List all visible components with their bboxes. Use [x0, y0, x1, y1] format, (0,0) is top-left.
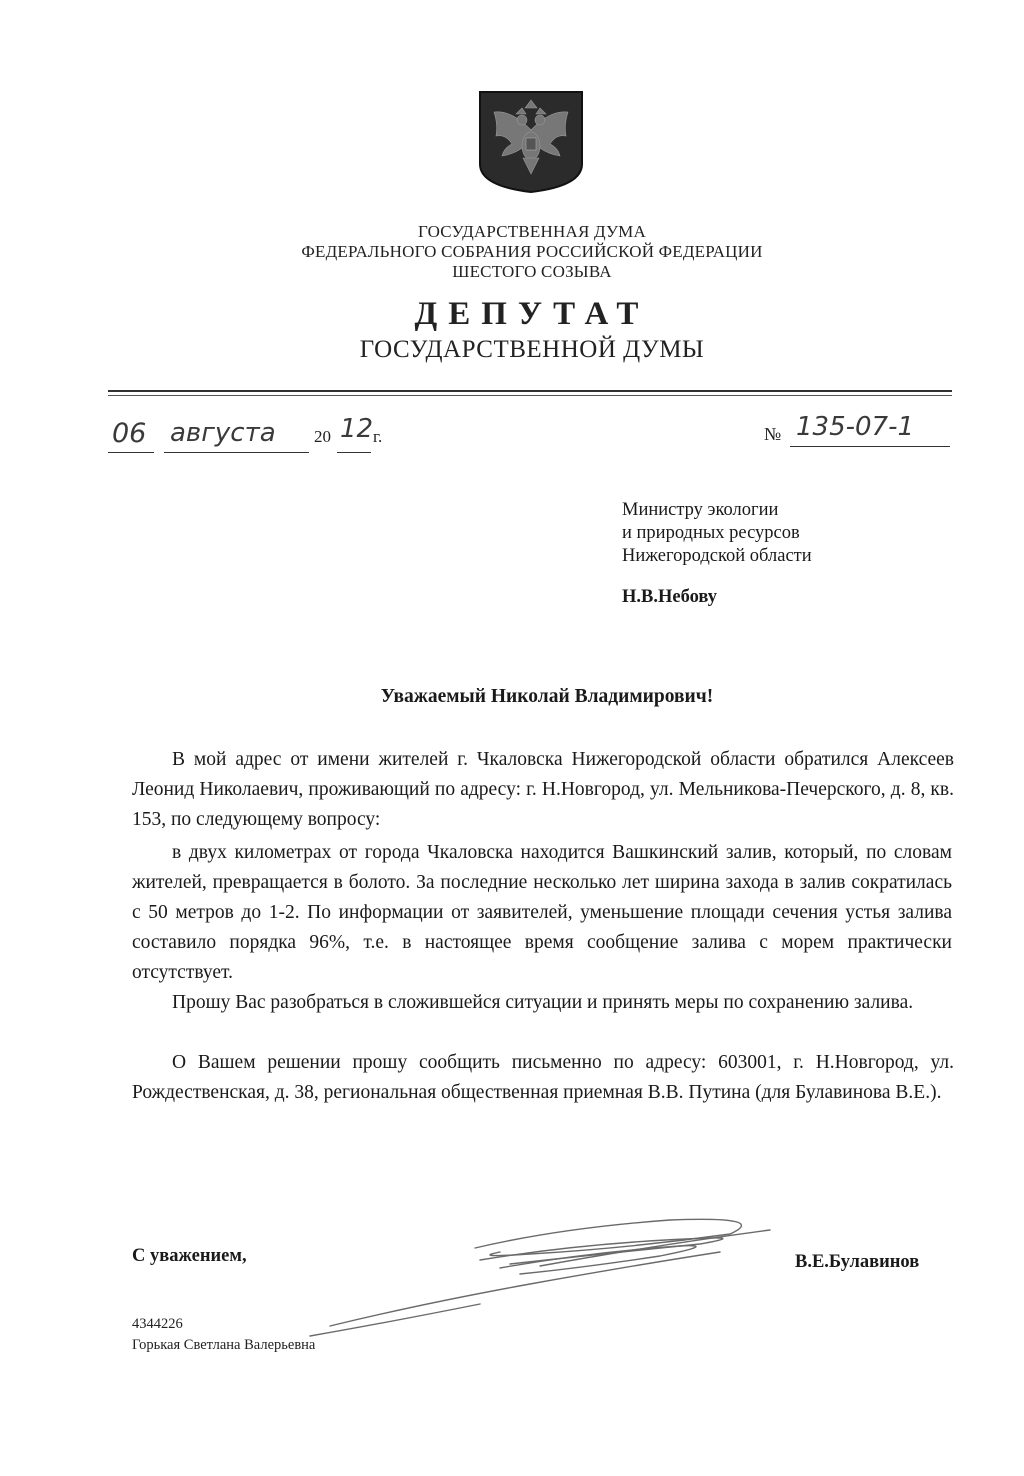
date-month: августа [170, 418, 276, 448]
executor-phone: 4344226 [132, 1316, 183, 1332]
addressee-name: Н.В.Небову [622, 587, 717, 607]
signer-name: В.Е.Булавинов [795, 1252, 920, 1272]
coat-of-arms-icon [478, 90, 584, 194]
letterhead-line-3: ШЕСТОГО СОЗЫВА [452, 262, 612, 281]
document-number-underline [790, 446, 950, 447]
date-year-underline [337, 452, 371, 453]
handwritten-signature-icon [300, 1208, 790, 1348]
body-paragraph-3: Прошу Вас разобраться в сложившейся ситуации и принять меры по сохранению залива. [172, 992, 914, 1013]
letterhead-title: ДЕПУТАТ [414, 296, 650, 332]
letterhead-rule [108, 390, 952, 392]
date-month-underline [164, 452, 309, 453]
date-year-prefix: 20 [314, 427, 331, 446]
body-paragraph-2: в двух километрах от города Чкаловска находится Вашкинский залив, который, по словам жителей, превращается в болото. За последние несколько лет ширина захода в залив сократилась с 50 метров до 1-2. По информации от заявителей, уменьшение площади сечения устья залива составило порядка 96%, т.е. в настоящее время сообщение залива с морем практически отсутствует. [132, 842, 952, 983]
salutation: Уважаемый Николай Владимирович! [380, 686, 714, 707]
letterhead-rule-thin [108, 395, 952, 396]
letterhead-line-1: ГОСУДАРСТВЕННАЯ ДУМА [418, 222, 646, 241]
document-number-label: № [764, 424, 782, 444]
date-day: 06 [112, 418, 147, 449]
addressee-line-3: Нижегородской области [622, 546, 812, 566]
body-paragraph-1: В мой адрес от имени жителей г. Чкаловска Нижегородской области обратился Алексеев Леонид Николаевич, проживающий по адресу: г. Н.Новгород, ул. Мельникова-Печерского, д. 8, кв. 153, по следующему вопросу: [132, 749, 954, 830]
date-year-suffix: 12 [340, 414, 374, 444]
closing-phrase: С уважением, [132, 1246, 247, 1266]
addressee-line-1: Министру экологии [622, 500, 779, 520]
body-paragraph-4: О Вашем решении прошу сообщить письменно по адресу: 603001, г. Н.Новгород, ул. Рождественская, д. 38, региональная общественная приемная В.В. Путина (для Булавинова В.Е.). [132, 1052, 954, 1103]
letterhead-line-2: ФЕДЕРАЛЬНОГО СОБРАНИЯ РОССИЙСКОЙ ФЕДЕРАЦИИ [301, 242, 763, 261]
document-number-value: 135-07-1 [796, 412, 915, 442]
date-year-label: г. [373, 427, 383, 446]
addressee-line-2: и природных ресурсов [622, 523, 800, 543]
letterhead-subtitle: ГОСУДАРСТВЕННОЙ ДУМЫ [359, 336, 705, 363]
date-day-underline [108, 452, 154, 453]
executor-name: Горькая Светлана Валерьевна [132, 1337, 316, 1353]
